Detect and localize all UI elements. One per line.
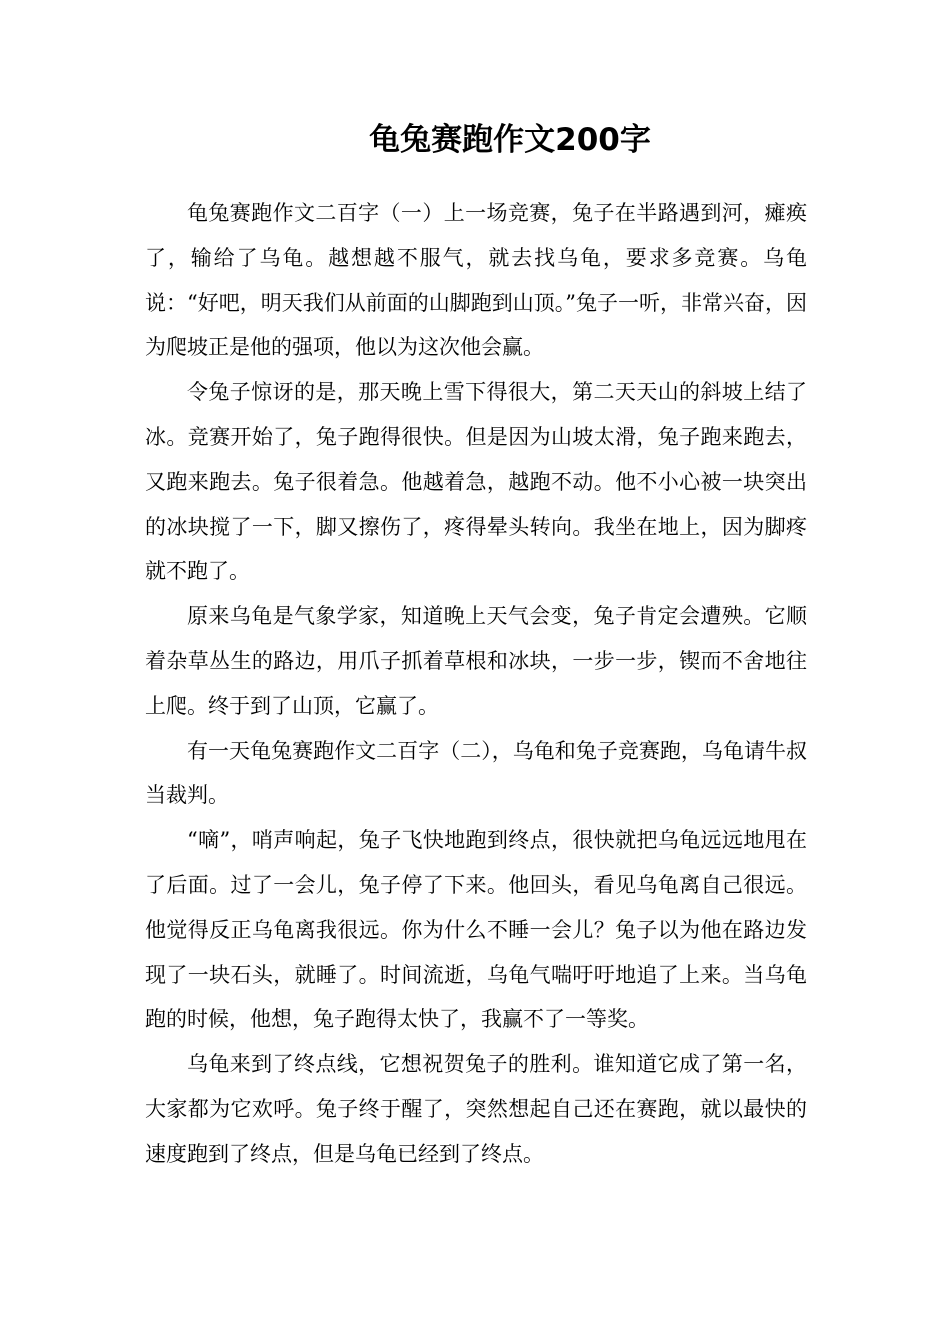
- paragraph: 令兔子惊讶的是，那天晚上雪下得很大，第二天天山的斜坡上结了冰。竞赛开始了，兔子跑得很快。但是因为山坡太滑，兔子跑来跑去，又跑来跑去。兔子很着急。他越着急，越跑不动。他不小心被一块突出的冰块搅了一下，脚又擦伤了，疼得晕头转向。我坐在地上，因为脚疼就不跑了。: [145, 380, 807, 584]
- paragraph: 有一天龟兔赛跑作文二百字（二），乌龟和兔子竞赛跑，乌龟请牛叔当裁判。: [145, 738, 807, 808]
- paragraph: 龟兔赛跑作文二百字（一）上一场竞赛，兔子在半路遇到河，瘫痪了，输给了乌龟。越想越不服气，就去找乌龟，要求多竞赛。乌龟说：“好吧，明天我们从前面的山脚跑到山顶。”兔子一听，非常兴奋，因为爬坡正是他的强项，他以为这次他会赢。: [145, 201, 807, 360]
- paragraph: “嘀”，哨声响起，兔子飞快地跑到终点，很快就把乌龟远远地甩在了后面。过了一会儿，兔子停了下来。他回头，看见乌龟离自己很远。他觉得反正乌龟离我很远。你为什么不睡一会儿？兔子以为他在路边发现了一块石头，就睡了。时间流逝，乌龟气喘吁吁地追了上来。当乌龟跑的时候，他想，兔子跑得太快了，我赢不了一等奖。: [145, 828, 807, 1032]
- paragraph: 原来乌龟是气象学家，知道晚上天气会变，兔子肯定会遭殃。它顺着杂草丛生的路边，用爪子抓着草根和冰块，一步一步，锲而不舍地往上爬。终于到了山顶，它赢了。: [145, 604, 807, 718]
- document-body: [145, 191, 807, 1177]
- paragraph: 乌龟来到了终点线，它想祝贺兔子的胜利。谁知道它成了第一名，大家都为它欢呼。兔子终于醒了，突然想起自己还在赛跑，就以最快的速度跑到了终点，但是乌龟已经到了终点。: [145, 1052, 807, 1166]
- document-title: 龟兔赛跑作文200字: [369, 122, 651, 158]
